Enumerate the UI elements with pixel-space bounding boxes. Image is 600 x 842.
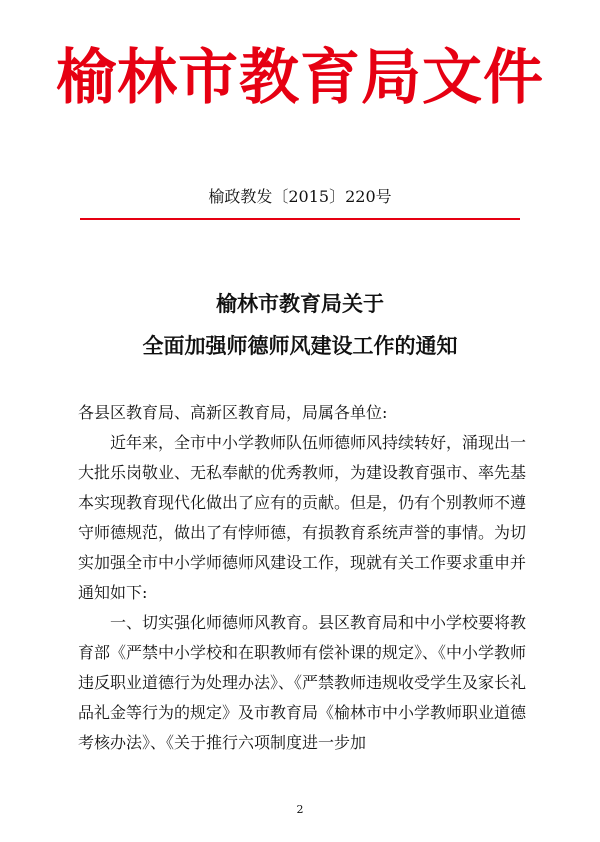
document-title-line-1: 榆林市教育局关于 (216, 291, 384, 316)
document-body (78, 398, 540, 758)
paragraph-2: 一、切实强化师德师风教育。县区教育局和中小学校要将教育部《严禁中小学校和在职教师有偿补课的规定》、《中小学教师违反职业道德行为处理办法》、《严禁教师违规收受学生及家长礼品礼金等行为的规定》及市教育局《榆林市中小学教师职业道德考核办法》、《关于推行六项制度进一步加 (78, 613, 527, 752)
page-number: 2 (296, 803, 304, 816)
document-title-line-2: 全面加强师德师风建设工作的通知 (142, 333, 458, 358)
salutation: 各县区教育局、高新区教育局，局属各单位: (78, 403, 388, 422)
document-number: 榆政教发〔2015〕220号 (208, 187, 392, 206)
header-divider (80, 218, 520, 220)
paragraph-1: 近年来，全市中小学教师队伍师德师风持续转好，涌现出一大批乐岗敬业、无私奉献的优秀教师，为建设教育强市、率先基本实现教育现代化做出了应有的贡献。但是，仍有个别教师不遵守师德规范，做出了有悖师德，有损教育系统声誉的事情。为切实加强全市中小学师德师风建设工作，现就有关工作要求重申并通知如下: (78, 433, 527, 602)
document-header-title: 榆林市教育局文件 (56, 43, 544, 113)
